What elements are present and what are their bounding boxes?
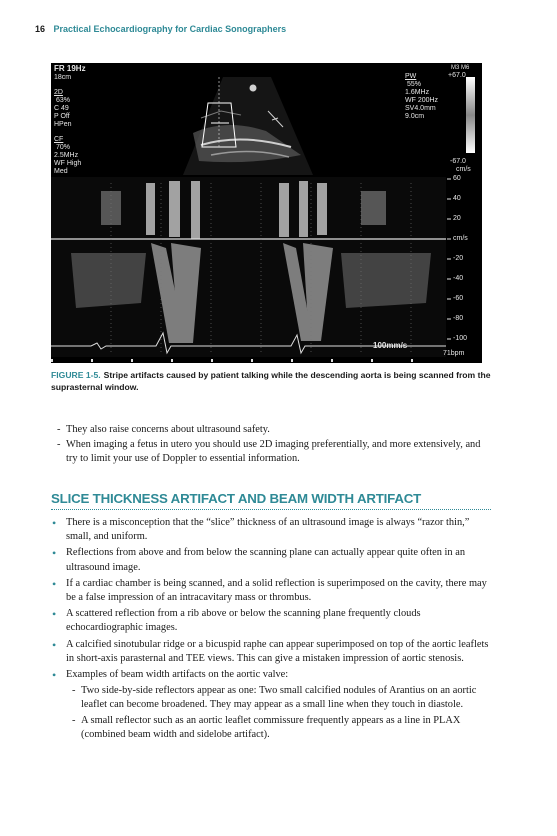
list-item: • A calcified sinotubular ridge or a bicuspid raphe can appear superimposed on top of the aortic leaflets in short-axis parasternal and TEE views. This can give a mistaken impression of aortic stenosis. [52,637,489,664]
cf-label: CF [54,136,64,143]
book-title: Practical Echocardiography for Cardiac Sonographers [53,24,287,34]
scale-bottom-label: -67.0 [450,158,466,165]
pw-wf: WF 200Hz [405,97,439,104]
twod-p: P Off [54,113,70,120]
tick-n60: -60 [453,295,464,302]
page-number: 16 [35,24,46,34]
tick-n40: -40 [453,275,464,282]
tick-n100: -100 [453,335,468,342]
bullet-list [51,516,491,743]
section-heading: SLICE THICKNESS ARTIFACT AND BEAM WIDTH ARTIFACT [51,491,491,510]
scale-top-label: +67.0 [448,72,466,79]
twod-label: 2D [54,89,63,96]
cf-wf: WF High [54,160,82,167]
cf-med: Med [54,168,68,175]
cf-freq: 2.5MHz [54,152,79,159]
figure-caption-text: Stripe artifacts caused by patient talking while the descending aorta is being scanned from the suprasternal window. [51,370,491,392]
depth-label: 18cm [54,74,72,81]
figure-caption [51,369,491,393]
sweep-label: 100mm/s [373,341,408,350]
spectral-doppler-trace [51,177,446,357]
list-item: - A small reflector such as an aortic leaflet commissure frequently appears as a line in PLAX (combined beam width and sidelobe artifact). [72,714,461,740]
figure-label: FIGURE 1-5. [51,370,101,380]
tick-60: 60 [453,175,461,182]
pw-label: PW [405,73,417,80]
list-item: • A scattered reflection from a rib above or below the scanning plane frequently clouds echocardiographic images. [52,607,421,634]
sub-list [51,684,491,742]
list-item: - When imaging a fetus in utero you should use 2D imaging preferentially, and more extensively, and try to limit your use of Doppler to essential information. [57,439,481,465]
list-item: • There is a misconception that the “slice” thickness of an ultrasound image is always “razor thin,” small, and uniform. [52,516,470,543]
pw-freq: 1.6MHz [405,89,430,96]
pw-gain: 55% [407,81,422,88]
tick-n20: -20 [453,255,464,262]
list-item: - They also raise concerns about ultrasound safety. [57,424,270,435]
heart-rate-label: 71bpm [443,350,465,357]
sector-view [183,77,313,175]
twod-gain: 63% [56,97,71,104]
tick-20: 20 [453,215,461,222]
list-item: • Examples of beam width artifacts on the aortic valve: [52,668,289,683]
tick-n80: -80 [453,315,464,322]
frame-rate-label: FR 19Hz [54,64,86,73]
m3m6-label: M3 M6 [451,65,470,71]
pw-depth: 9.0cm [405,113,425,120]
list-item: • If a cardiac chamber is being scanned, and a solid reflection is superimposed on the cavity, there may be a false impression of an intracavitary mass or thrombus. [52,576,487,604]
cf-gain: 70% [56,144,71,151]
list-item: • Reflections from above and from below the scanning plane can actually appear quite often in an ultrasound image. [52,546,466,573]
color-scale-bar [466,77,475,153]
pw-sv: SV4.0mm [405,105,436,112]
running-header [35,24,286,34]
twod-mode: HPen [54,121,72,128]
list-item: - Two side-by-side reflectors appear as one: Two small calcified nodules of Arantius on an aortic leaflet can become broadened. They may appear as a small line when they touch in diastole. [72,685,477,711]
axis-unit-label: cm/s [453,235,468,242]
intro-list [51,423,491,468]
scale-unit-label: cm/s [456,166,471,173]
twod-c: C 49 [54,105,69,112]
tick-40: 40 [453,195,461,202]
doppler-figure [51,63,482,363]
